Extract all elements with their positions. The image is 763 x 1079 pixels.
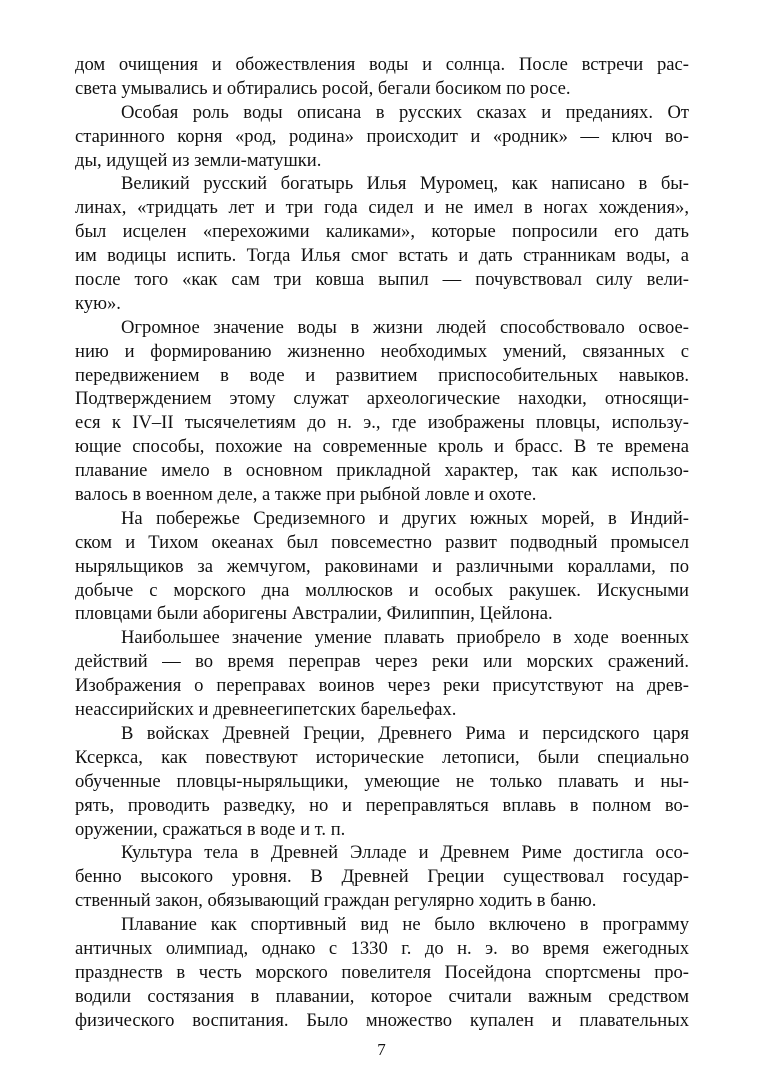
- text-line: празднеств в честь морского повелителя Посейдона спортсмены про-: [75, 961, 689, 983]
- paragraph: [75, 841, 689, 913]
- paragraph: [75, 722, 689, 841]
- text-line: рять, проводить разведку, но и переправляться вплавь в полном во-: [75, 794, 689, 816]
- paragraph: [75, 53, 689, 101]
- text-line: добыче с морского дна моллюсков и особых ракушек. Искусными: [75, 579, 689, 601]
- text-line: Культура тела в Древней Элладе и Древнем Риме достигла осо-: [121, 842, 689, 864]
- text-line: Плавание как спортивный вид не было включено в программу: [121, 914, 689, 936]
- text-line: ственный закон, обязывающий граждан регулярно ходить в баню.: [75, 890, 597, 912]
- text-line: Огромное значение воды в жизни людей способствовало освое-: [121, 316, 689, 338]
- text-line: На побережье Средиземного и других южных морей, в Индий-: [121, 507, 689, 529]
- text-line: валось в военном деле, а также при рыбной ловле и охоте.: [75, 484, 537, 506]
- text-line: ющие способы, похожие на современные кроль и брасс. В те времена: [75, 436, 689, 458]
- text-line: дом очищения и обожествления воды и солнца. После встречи рас-: [75, 54, 689, 75]
- text-line: Особая роль воды описана в русских сказах и преданиях. От: [121, 101, 689, 123]
- text-line: Подтверждением этому служат археологические находки, относящи-: [75, 388, 689, 410]
- paragraph: [75, 507, 689, 626]
- text-line: ском и Тихом океанах был повсеместно развит подводный промысел: [75, 531, 689, 553]
- paragraph: [75, 626, 689, 722]
- paragraph: [75, 913, 689, 1032]
- text-line: В войсках Древней Греции, Древнего Рима и персидского царя: [121, 722, 689, 744]
- text-line: плавание имело в основном прикладной характер, так как использо-: [75, 460, 689, 482]
- paragraph: [75, 101, 689, 173]
- text-line: ныряльщиков за жемчугом, раковинами и различными кораллами, по: [75, 555, 689, 577]
- text-line: линах, «тридцать лет и три года сидел и не имел в ногах хождения»,: [75, 197, 689, 219]
- text-line: оружении, сражаться в воде и т. п.: [75, 818, 346, 840]
- text-line: физического воспитания. Было множество купален и плавательных: [75, 1009, 689, 1031]
- paragraph: [75, 172, 689, 315]
- text-line: передвижением в воде и развитием приспособительных навыков.: [75, 364, 689, 386]
- page-number: 7: [377, 1040, 386, 1059]
- text-line: света умывались и обтирались росой, бегали босиком по росе.: [75, 77, 571, 99]
- text-line: Наибольшее значение умение плавать приобрело в ходе военных: [121, 627, 689, 649]
- text-line: кую».: [75, 292, 121, 314]
- text-line: ды, идущей из земли-матушки.: [75, 149, 322, 171]
- text-line: Великий русский богатырь Илья Муромец, как написано в бы-: [121, 173, 689, 195]
- text-line: Изображения о переправах воинов через реки присутствуют на древ-: [75, 675, 689, 697]
- paragraph: [75, 316, 689, 507]
- text-line: им водицы испить. Тогда Илья смог встать и дать странникам воды, а: [75, 245, 689, 267]
- text-line: водили состязания в плавании, которое считали важным средством: [75, 985, 689, 1007]
- text-line: бенно высокого уровня. В Древней Греции существовал государ-: [75, 866, 689, 888]
- text-line: еся к IV–II тысячелетиям до н. э., где изображены пловцы, использу-: [75, 412, 689, 434]
- text-line: Ксеркса, как повествуют исторические летописи, были специально: [75, 746, 689, 768]
- text-line: нию и формированию жизненно необходимых умений, связанных с: [75, 340, 689, 362]
- text-line: обученные пловцы-ныряльщики, умеющие не только плавать и ны-: [75, 770, 689, 792]
- text-line: пловцами были аборигены Австралии, Филиппин, Цейлона.: [75, 603, 553, 625]
- text-line: был исцелен «перехожими каликами», которые попросили его дать: [75, 221, 689, 243]
- text-line: античных олимпиад, однако с 1330 г. до н. э. во время ежегодных: [75, 937, 689, 959]
- page-body: [75, 53, 689, 1033]
- text-line: действий — во время переправ через реки или морских сражений.: [75, 651, 689, 673]
- text-line: старинного корня «род, родина» происходит и «родник» — ключ во-: [75, 125, 689, 147]
- text-line: после того «как сам три ковша выпил — почувствовал силу вели-: [75, 269, 689, 291]
- text-line: неассирийских и древнеегипетских барельефах.: [75, 699, 457, 721]
